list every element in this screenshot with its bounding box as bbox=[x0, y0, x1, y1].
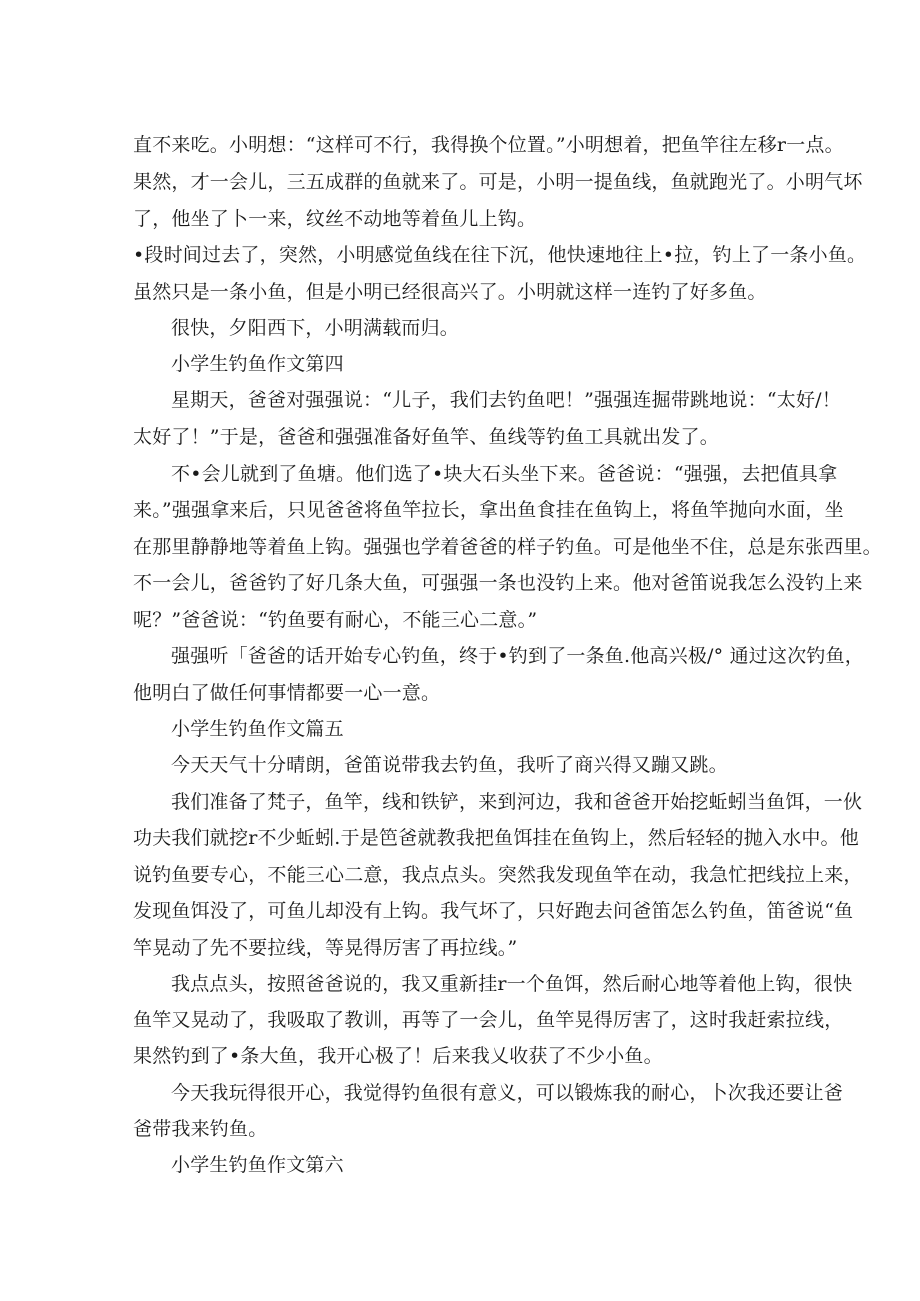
text-line: 很快，夕阳西下，小明满载而归。 bbox=[171, 317, 460, 339]
text-line: 强强听「爸爸的话开始专心钓鱼，终于•钓到了一条鱼.他高兴极/° 通过这次钓鱼， bbox=[171, 645, 864, 667]
text-line: 太好了！”于是，爸爸和强强准备好鱼竿、鱼线等钓鱼工具就出发了。 bbox=[133, 426, 719, 448]
text-line: 今天天气十分晴朗，爸笛说带我去钓鱼，我听了商兴得又蹦又跳。 bbox=[171, 754, 728, 776]
text-line: 了，他坐了卜一来，纹丝不动地等着鱼儿上钩。 bbox=[133, 208, 537, 230]
text-line: 发现鱼饵没了，可鱼儿却没有上钩。我气坏了，只好跑去问爸笛怎么钓鱼，笛爸说“鱼 bbox=[133, 900, 854, 922]
text-line: 星期天，爸爸对强强说：“儿子，我们去钓鱼吧！”强强连掘带跳地说：“太好/！ bbox=[171, 389, 841, 411]
text-line: 爸带我来钓鱼。 bbox=[133, 1118, 268, 1140]
text-line: 直不来吃。小明想：“这样可不行，我得换个位置。”小明想着，把鱼竿往左移r一点。 bbox=[133, 134, 844, 156]
text-line: 果然钓到了•条大鱼，我开心极了！后来我乂收获了不少小鱼。 bbox=[133, 1045, 663, 1067]
text-line: 今天我玩得很开心，我觉得钓鱼很有意义，可以锻炼我的耐心，卜次我还要让爸 bbox=[171, 1082, 844, 1104]
text-line: 竿晃动了先不要拉线，等晃得厉害了再拉线。” bbox=[133, 937, 518, 959]
text-line: 他明白了做任何事情都要一心一意。 bbox=[133, 682, 441, 704]
section-heading: 小学生钓鱼作文篇五 bbox=[171, 718, 344, 740]
text-line: 我们准备了梵子，鱼竿，线和铁铲，来到河边，我和爸爸开始挖蚯蚓当鱼饵，一伙 bbox=[171, 791, 863, 813]
text-line: 呢？”爸爸说：“钓鱼要有耐心，不能三心二意。” bbox=[133, 609, 538, 631]
text-line: •段时间过去了，突然，小明感觉鱼线在往下沉，他快速地往上•拉，钓上了一条小鱼。 bbox=[133, 244, 867, 266]
section-heading: 小学生钓鱼作文第六 bbox=[171, 1154, 344, 1176]
text-line: 不•会儿就到了鱼塘。他们选了•块大石头坐下来。爸爸说：“强强，去把值具拿 bbox=[171, 463, 838, 485]
text-line: 虽然只是一条小鱼，但是小明已经很高兴了。小明就这样一连钓了好多鱼。 bbox=[133, 281, 767, 303]
text-line: 来。”强强拿来后，只见爸爸将鱼竿拉长，拿出鱼食挂在鱼钩上，将鱼竿抛向水面，坐 bbox=[133, 499, 844, 521]
text-line: 在那里静静地等着鱼上钩。强强也学着爸爸的样子钓鱼。可是他坐不住，总是东张西里。 bbox=[133, 536, 882, 558]
text-line: 我点点头，按照爸爸说的，我又重新挂r一个鱼饵，然后耐心地等着他上钩，很快 bbox=[171, 973, 853, 995]
section-heading: 小学生钓鱼作文第四 bbox=[171, 353, 344, 375]
text-line: 果然，才一会儿，三五成群的鱼就来了。可是，小明一提鱼线，鱼就跑光了。小明气坏 bbox=[133, 171, 863, 193]
text-line: 鱼竿又晃动了，我吸取了教训，再等了一会儿，鱼竿晃得厉害了，这时我赶索拉线， bbox=[133, 1009, 844, 1031]
text-line: 说钓鱼要专心，不能三心二意，我点点头。突然我发现鱼竿在动，我急忙把线拉上来， bbox=[133, 864, 863, 886]
text-line: 不一会儿，爸爸钓了好几条大鱼，可强强一条也没钓上来。他对爸笛说我怎么没钓上来 bbox=[133, 572, 863, 594]
text-line: 功夫我们就挖r不少蚯蚓.于是笆爸就教我把鱼饵挂在鱼钩上，然后轻轻的抛入水中。他 bbox=[133, 827, 859, 849]
